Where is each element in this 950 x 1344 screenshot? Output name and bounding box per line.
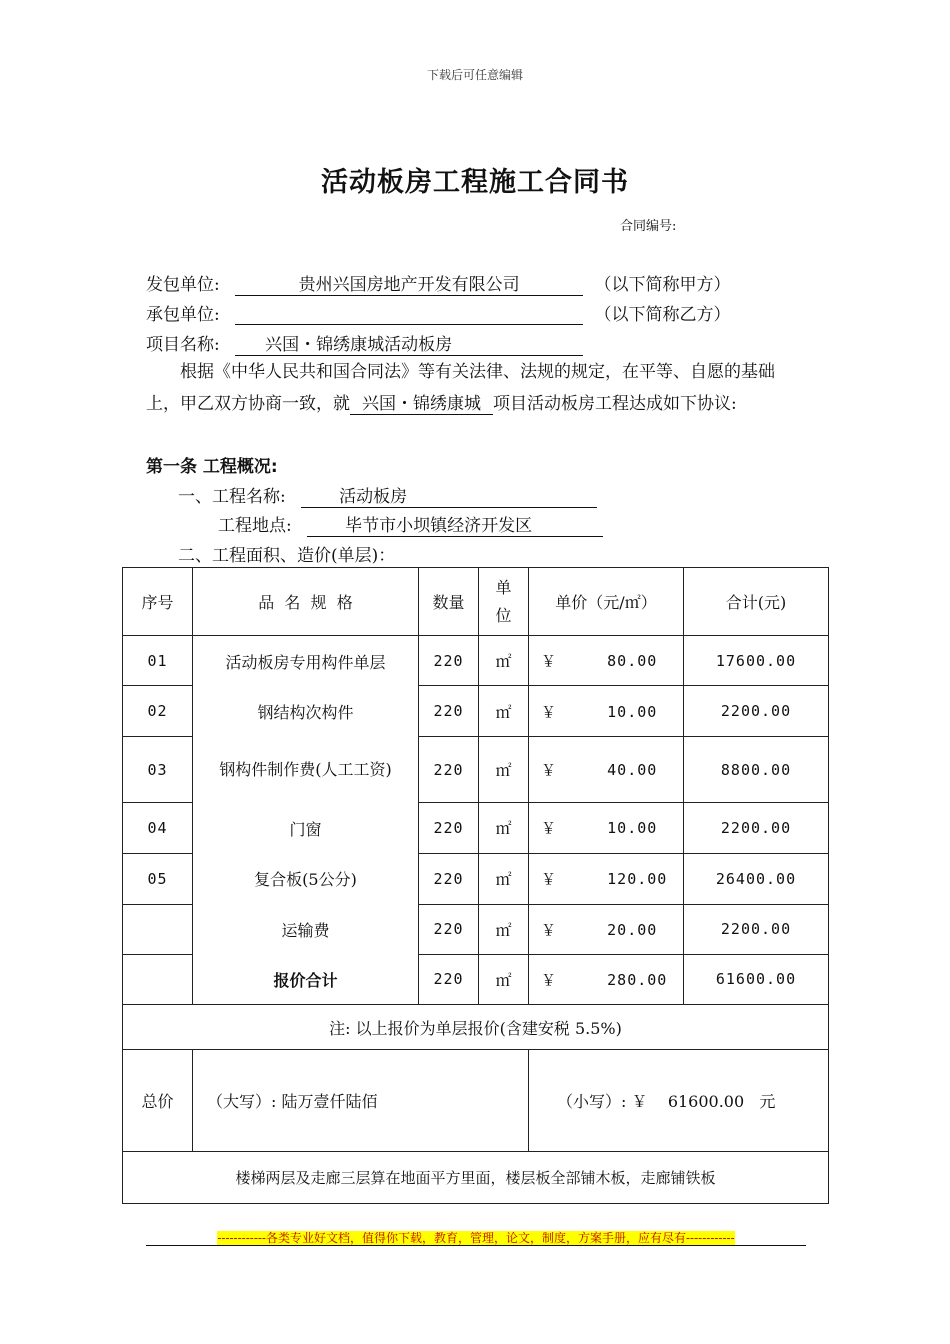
grand-total-label: 总价 <box>123 1050 193 1152</box>
row-qty: 220 <box>419 954 479 1004</box>
header-note: 下载后可任意编辑 <box>426 68 523 82</box>
row-total: 26400.00 <box>684 853 829 904</box>
row-price: ￥ 40.00 <box>529 737 684 803</box>
row-price: ￥ 10.00 <box>529 803 684 853</box>
row-price: ￥ 10.00 <box>529 686 684 737</box>
row-total: 8800.00 <box>684 737 829 803</box>
contractor-line <box>146 300 731 325</box>
price-note: 注: 以上报价为单层报价(含建安税 5.5%) <box>123 1005 829 1050</box>
project-name-line <box>178 482 597 508</box>
location-value: 毕节市小坝镇经济开发区 <box>307 517 603 537</box>
row-name: 复合板(5公分) <box>254 870 357 889</box>
row-qty: 220 <box>419 853 479 904</box>
row-name: 运输费 <box>281 920 330 940</box>
intro-paragraph <box>146 356 806 420</box>
contractor-value <box>235 305 583 325</box>
row-qty: 220 <box>419 904 479 954</box>
employer-label: 发包单位: <box>146 275 220 295</box>
row-unit: ㎡ <box>479 686 529 737</box>
project-value: 兴国・锦绣康城活动板房 <box>235 336 583 356</box>
row-unit: ㎡ <box>479 853 529 904</box>
header-qty: 数量 <box>419 568 479 636</box>
intro-project: 兴国・锦绣康城 <box>350 394 493 415</box>
remark-text: 楼梯两层及走廊三层算在地面平方里面，楼层板全部铺木板，走廊铺铁板 <box>123 1152 829 1204</box>
project-label: 项目名称: <box>146 335 220 355</box>
project-line <box>146 330 583 356</box>
row-price: ￥ 20.00 <box>529 904 684 954</box>
footer-banner <box>146 1227 806 1246</box>
table-row <box>123 636 829 686</box>
row-name-total: 报价合计 <box>273 970 338 990</box>
row-unit: ㎡ <box>479 904 529 954</box>
row-seq <box>123 954 193 1004</box>
project-name-label: 一、工程名称: <box>178 487 286 507</box>
employer-value: 贵州兴国房地产开发有限公司 <box>235 276 583 296</box>
name-column <box>193 636 419 1005</box>
header-unit: 单 位 <box>479 568 529 636</box>
row-unit: ㎡ <box>479 737 529 803</box>
row-seq <box>123 904 193 954</box>
header-price: 单价（元/㎡） <box>529 568 684 636</box>
grand-total-lower: （小写）: ￥ 61600.00 元 <box>529 1050 829 1152</box>
row-price: ￥ 80.00 <box>529 636 684 686</box>
footer-text: ------------各类专业好文档，值得你下载，教育，管理，论文，制度，方案手册，应有尽有------------ <box>217 1231 735 1245</box>
row-name: 钢结构次构件 <box>257 703 354 722</box>
intro-text-1: 根据《中华人民共和国合同法》等有关法律、法规的规定，在平等、自愿的基础上，甲乙双方协商一致，就 <box>146 362 775 414</box>
location-line <box>218 511 603 537</box>
row-total: 2200.00 <box>684 904 829 954</box>
row-qty: 220 <box>419 636 479 686</box>
row-seq: 04 <box>123 803 193 853</box>
contractor-label: 承包单位: <box>146 305 220 325</box>
row-qty: 220 <box>419 737 479 803</box>
article-1-heading: 第一条 工程概况: <box>146 457 278 477</box>
row-total: 2200.00 <box>684 686 829 737</box>
grand-total-row <box>123 1050 829 1152</box>
employer-line <box>146 270 731 296</box>
row-qty: 220 <box>419 686 479 737</box>
row-total: 61600.00 <box>684 954 829 1004</box>
location-label: 工程地点: <box>218 516 292 536</box>
header-name: 品 名 规 格 <box>193 568 419 636</box>
row-price: ￥ 120.00 <box>529 853 684 904</box>
row-seq: 01 <box>123 636 193 686</box>
row-seq: 05 <box>123 853 193 904</box>
contract-number-label: 合同编号: <box>620 219 677 234</box>
remark-row <box>123 1152 829 1204</box>
intro-text-2: 项目活动板房工程达成如下协议: <box>493 394 737 414</box>
grand-total-upper: （大写）: 陆万壹仟陆佰 <box>193 1050 529 1152</box>
header-seq: 序号 <box>123 568 193 636</box>
row-unit: ㎡ <box>479 954 529 1004</box>
row-name: 活动板房专用构件单层 <box>225 652 386 672</box>
row-name: 钢构件制作费(人工工资) <box>219 760 392 779</box>
table-header-row <box>123 568 829 636</box>
row-seq: 03 <box>123 737 193 803</box>
row-total: 2200.00 <box>684 803 829 853</box>
document-title: 活动板房工程施工合同书 <box>321 167 629 198</box>
note-row <box>123 1005 829 1050</box>
row-price: ￥ 280.00 <box>529 954 684 1004</box>
area-cost-label: 二、工程面积、造价(单层)： <box>178 546 396 566</box>
project-name-value: 活动板房 <box>301 488 597 508</box>
contractor-suffix: （以下简称乙方） <box>594 305 731 325</box>
row-seq: 02 <box>123 686 193 737</box>
quotation-table <box>122 567 829 1204</box>
header-total: 合计(元) <box>684 568 829 636</box>
employer-suffix: （以下简称甲方） <box>594 275 731 295</box>
row-total: 17600.00 <box>684 636 829 686</box>
row-qty: 220 <box>419 803 479 853</box>
row-unit: ㎡ <box>479 636 529 686</box>
row-name: 门窗 <box>289 819 322 839</box>
row-unit: ㎡ <box>479 803 529 853</box>
